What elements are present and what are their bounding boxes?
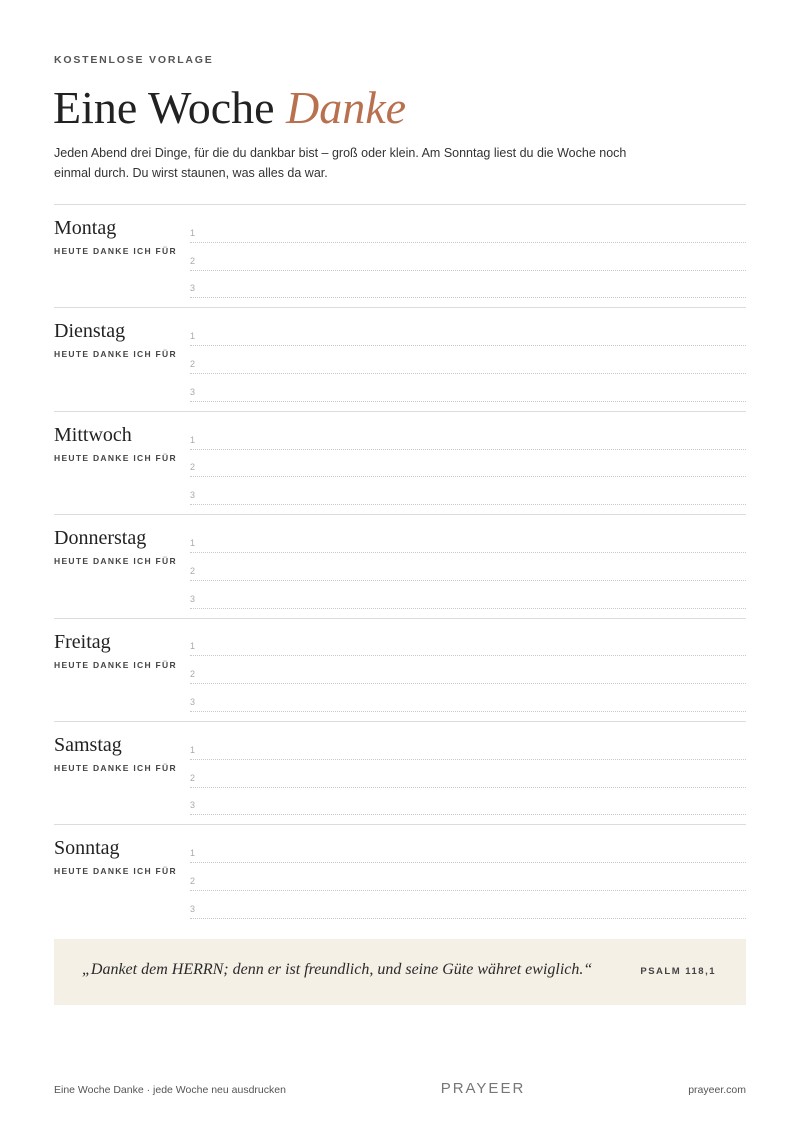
line-number: 2 bbox=[190, 875, 196, 886]
title-accent: Danke bbox=[286, 82, 407, 133]
gratitude-line[interactable] bbox=[190, 450, 746, 478]
gratitude-lines bbox=[190, 215, 746, 298]
day-subtitle: HEUTE DANKE ICH FÜR bbox=[54, 246, 177, 256]
line-number: 1 bbox=[190, 434, 196, 445]
line-number: 3 bbox=[190, 903, 196, 914]
day-name: Samstag bbox=[54, 733, 122, 756]
day-name: Mittwoch bbox=[54, 423, 132, 446]
line-number: 2 bbox=[190, 255, 196, 266]
line-number: 3 bbox=[190, 490, 196, 501]
line-number: 3 bbox=[190, 800, 196, 811]
gratitude-lines bbox=[190, 835, 746, 918]
gratitude-lines bbox=[190, 318, 746, 401]
gratitude-line[interactable] bbox=[190, 629, 746, 657]
gratitude-line[interactable] bbox=[190, 656, 746, 684]
title-main: Eine Woche bbox=[53, 82, 275, 133]
line-number: 2 bbox=[190, 462, 196, 473]
eyebrow-label: KOSTENLOSE VORLAGE bbox=[54, 54, 214, 66]
gratitude-line[interactable] bbox=[190, 525, 746, 553]
line-number: 1 bbox=[190, 331, 196, 342]
gratitude-line[interactable] bbox=[190, 863, 746, 891]
gratitude-line[interactable] bbox=[190, 422, 746, 450]
day-section-freitag bbox=[54, 619, 746, 722]
line-number: 3 bbox=[190, 386, 196, 397]
quote-reference: PSALM 118,1 bbox=[640, 966, 716, 977]
footer-website-link[interactable]: prayeer.com bbox=[688, 1084, 746, 1096]
line-number: 1 bbox=[190, 227, 196, 238]
gratitude-line[interactable] bbox=[190, 346, 746, 374]
gratitude-line[interactable] bbox=[190, 477, 746, 505]
gratitude-line[interactable] bbox=[190, 318, 746, 346]
line-number: 3 bbox=[190, 696, 196, 707]
gratitude-lines bbox=[190, 525, 746, 608]
intro-text: Jeden Abend drei Dinge, für die du dankbar bist – groß oder klein. Am Sonntag liest du die Woche noch einmal durch. Du wirst staunen, was alles da war. bbox=[54, 146, 627, 180]
line-number: 1 bbox=[190, 848, 196, 859]
day-subtitle: HEUTE DANKE ICH FÜR bbox=[54, 659, 177, 670]
gratitude-line[interactable] bbox=[190, 215, 746, 243]
quote-text: „Danket dem HERRN; denn er ist freundlich, und seine Güte währet ewiglich.“ bbox=[82, 961, 593, 978]
gratitude-line[interactable] bbox=[190, 374, 746, 402]
page-title bbox=[53, 80, 406, 136]
day-section-montag bbox=[54, 205, 746, 308]
gratitude-line[interactable] bbox=[190, 760, 746, 788]
line-number: 2 bbox=[190, 565, 196, 576]
gratitude-line[interactable] bbox=[190, 891, 746, 919]
day-section-dienstag bbox=[54, 308, 746, 411]
gratitude-line[interactable] bbox=[190, 243, 746, 271]
gratitude-lines bbox=[190, 422, 746, 505]
day-section-samstag bbox=[54, 722, 746, 825]
line-number: 2 bbox=[190, 772, 196, 783]
gratitude-line[interactable] bbox=[190, 684, 746, 712]
gratitude-lines bbox=[190, 629, 746, 712]
day-name: Sonntag bbox=[54, 837, 120, 860]
day-name: Dienstag bbox=[54, 320, 126, 343]
line-number: 3 bbox=[190, 593, 196, 604]
bible-quote-box bbox=[54, 939, 746, 1005]
day-section-sonntag bbox=[54, 825, 746, 928]
day-name: Freitag bbox=[54, 630, 111, 653]
line-number: 3 bbox=[190, 283, 196, 294]
day-name: Montag bbox=[54, 217, 117, 239]
gratitude-line[interactable] bbox=[190, 553, 746, 581]
gratitude-line[interactable] bbox=[190, 732, 746, 760]
day-subtitle: HEUTE DANKE ICH FÜR bbox=[54, 556, 177, 567]
gratitude-line[interactable] bbox=[190, 271, 746, 299]
line-number: 2 bbox=[190, 669, 196, 680]
day-subtitle: HEUTE DANKE ICH FÜR bbox=[54, 452, 177, 463]
line-number: 2 bbox=[190, 358, 196, 369]
day-section-donnerstag bbox=[54, 515, 746, 618]
brand-logo: PRAYEER bbox=[440, 1080, 526, 1097]
footer-note: Eine Woche Danke · jede Woche neu ausdrucken bbox=[54, 1084, 286, 1096]
day-subtitle: HEUTE DANKE ICH FÜR bbox=[54, 349, 177, 360]
line-number: 1 bbox=[190, 641, 196, 652]
gratitude-line[interactable] bbox=[190, 788, 746, 816]
gratitude-line[interactable] bbox=[190, 835, 746, 863]
day-subtitle: HEUTE DANKE ICH FÜR bbox=[54, 866, 177, 877]
day-name: Donnerstag bbox=[54, 527, 147, 550]
days-list bbox=[54, 205, 746, 929]
line-number: 1 bbox=[190, 744, 196, 755]
line-number: 1 bbox=[190, 537, 196, 548]
day-subtitle: HEUTE DANKE ICH FÜR bbox=[54, 762, 177, 773]
gratitude-line[interactable] bbox=[190, 581, 746, 609]
gratitude-lines bbox=[190, 732, 746, 815]
day-section-mittwoch bbox=[54, 412, 746, 515]
